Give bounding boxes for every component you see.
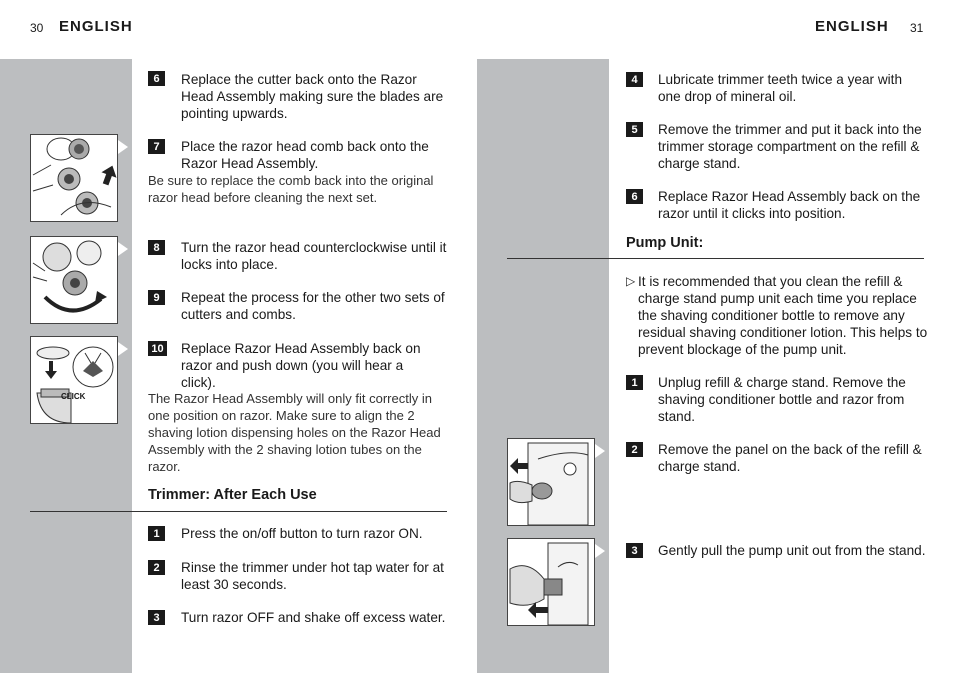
step-badge: 2 [148,560,165,575]
step-text: Gently pull the pump unit out from the stand. [658,543,926,558]
turn-razor-head-illustration [30,236,118,324]
left-page-number: 30 [30,21,44,35]
section-divider [507,258,924,259]
step-badge: 5 [626,122,643,137]
razor-head-comb-illustration [30,134,118,222]
bullet-icon: ▷ [626,274,636,288]
step-badge: 1 [626,375,643,390]
replace-head-click-illustration [30,336,118,424]
section-heading: Pump Unit: [626,235,704,251]
step-text: Press the on/off button to turn razor ON. [181,526,423,541]
left-page-title: ENGLISH [59,18,133,35]
step-note: Be sure to replace the comb back into the original razor head before cleaning the next set. [148,173,434,205]
step-text: Remove the panel on the back of the refill & charge stand. [658,442,922,474]
pull-pump-illustration [507,538,595,626]
step-text: Lubricate trimmer teeth twice a year with one drop of mineral oil. [658,72,903,104]
click-label: CLICK [61,392,86,401]
step-text: Rinse the trimmer under hot tap water for at least 30 seconds. [181,560,444,592]
step-text: Turn the razor head counterclockwise until it locks into place. [181,240,447,272]
bullet-text: It is recommended that you clean the refill & charge stand pump unit each time you replace the shaving conditioner bottle to remove any residual shaving conditioner lotion. This helps to prevent blockage of the pump unit. [638,274,928,357]
step-text: Repeat the process for the other two sets of cutters and combs. [181,290,445,322]
step-note: The Razor Head Assembly will only fit correctly in one position on razor. Make sure to align the 2 shaving lotion dispensing holes on the Razor Head Assembly with the 2 shaving lotion tubes on the razor. [148,391,441,474]
right-page-number: 31 [910,21,924,35]
remove-panel-illustration [507,438,595,526]
image-pointer [595,444,605,458]
step-badge: 8 [148,240,165,255]
step-badge: 2 [626,442,643,457]
step-badge: 4 [626,72,643,87]
step-text: Place the razor head comb back onto the Razor Head Assembly. [181,139,429,171]
section-divider [30,511,447,512]
step-badge: 3 [626,543,643,558]
step-text: Turn razor OFF and shake off excess water. [181,610,446,625]
step-text: Replace the cutter back onto the Razor Head Assembly making sure the blades are pointing upwards. [181,72,444,121]
step-badge: 1 [148,526,165,541]
step-text: Remove the trimmer and put it back into the trimmer storage compartment on the refill & charge stand. [658,122,922,171]
step-badge: 3 [148,610,165,625]
step-text: Unplug refill & charge stand. Remove the shaving conditioner bottle and razor from stand. [658,375,906,424]
step-badge: 9 [148,290,165,305]
step-text: Replace Razor Head Assembly back on razor and push down (you will hear a click). [181,341,421,390]
right-page-title: ENGLISH [815,18,889,35]
step-badge: 7 [148,139,165,154]
image-pointer [118,342,128,356]
step-badge: 10 [148,341,167,356]
step-text: Replace Razor Head Assembly back on the razor until it clicks into position. [658,189,921,221]
step-badge: 6 [626,189,643,204]
section-heading: Trimmer: After Each Use [148,487,317,503]
image-pointer [118,242,128,256]
step-badge: 6 [148,71,165,86]
image-pointer [118,140,128,154]
image-pointer [595,544,605,558]
